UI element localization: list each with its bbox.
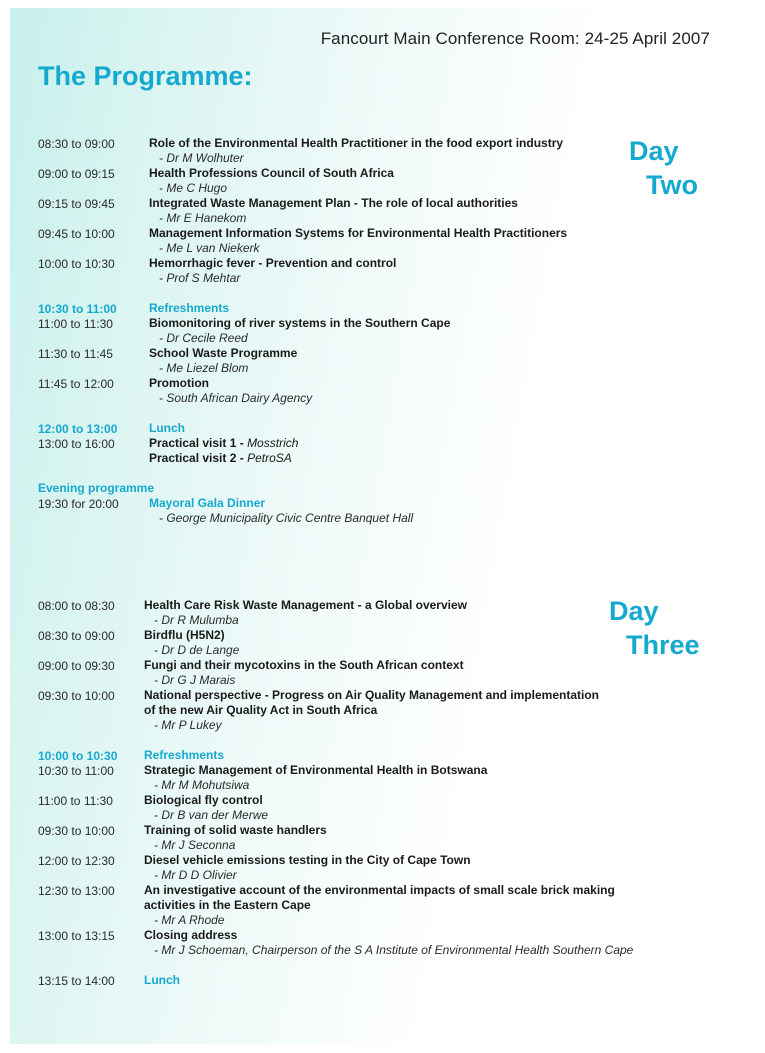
session-speaker: - Dr Cecile Reed: [159, 331, 248, 345]
session-time: 09:45 to 10:00: [38, 227, 115, 241]
session-time: 09:15 to 09:45: [38, 197, 115, 211]
session-speaker: - Dr G J Marais: [154, 673, 236, 687]
session-title-line2: activities in the Eastern Cape: [144, 898, 311, 912]
session-title: Biological fly control: [144, 793, 263, 807]
session-speaker: - Mr J Seconna: [154, 838, 236, 852]
day-two-label-line2: Two: [646, 170, 698, 200]
day-two-label: [629, 134, 698, 202]
session-time: 10:30 to 11:00: [38, 764, 114, 778]
day-three-schedule: [38, 598, 633, 988]
break-title: Refreshments: [149, 301, 230, 315]
session-speaker: - Me Liezel Blom: [159, 361, 249, 375]
session-title: Diesel vehicle emissions testing in the City of Cape Town: [144, 853, 471, 867]
session-row: [38, 376, 567, 406]
session-speaker: - Dr M Wolhuter: [159, 151, 244, 165]
session-row: [38, 346, 567, 376]
session-title: Mayoral Gala Dinner: [149, 496, 266, 510]
break-time: 10:30 to 11:00: [38, 302, 117, 316]
session-time: 11:30 to 11:45: [38, 347, 113, 361]
session-row: [38, 763, 633, 793]
session-title: Promotion: [149, 376, 209, 390]
day-two-schedule: [38, 136, 567, 526]
break-time: 13:15 to 14:00: [38, 974, 115, 988]
session-speaker: - Dr R Mulumba: [154, 613, 239, 627]
session-row: [38, 256, 567, 286]
session-row: [38, 823, 633, 853]
break-row: [38, 973, 633, 988]
session-title: School Waste Programme: [149, 346, 298, 360]
session-time: 09:00 to 09:15: [38, 167, 115, 181]
evening-programme-label: Evening programme: [38, 481, 155, 495]
session-title: Health Care Risk Waste Management - a Global overview: [144, 598, 467, 612]
session-time: 08:30 to 09:00: [38, 137, 115, 151]
session-title: An investigative account of the environmental impacts of small scale brick making: [144, 883, 615, 897]
programme-page: [10, 8, 752, 1044]
session-speaker: - Prof S Mehtar: [159, 271, 241, 285]
session-row: [38, 928, 633, 958]
break-title: Lunch: [144, 973, 180, 987]
session-speaker: - Mr P Lukey: [154, 718, 222, 732]
session-row: [38, 436, 567, 466]
session-time: 11:00 to 11:30: [38, 794, 113, 808]
session-title: Management Information Systems for Environmental Health Practitioners: [149, 226, 568, 240]
day-three-label-line2: Three: [626, 630, 700, 660]
session-speaker: - Dr B van der Merwe: [154, 808, 269, 822]
session-title: Integrated Waste Management Plan - The role of local authorities: [149, 196, 518, 210]
session-row: [38, 658, 633, 688]
session-time: 11:45 to 12:00: [38, 377, 114, 391]
session-row: [38, 883, 633, 928]
session-row: [38, 316, 567, 346]
session-time: 09:30 to 10:00: [38, 824, 115, 838]
programme-title: The Programme:: [38, 61, 253, 91]
session-speaker: - Dr D de Lange: [154, 643, 240, 657]
session-row: [38, 688, 633, 733]
break-row: [38, 301, 567, 316]
session-time: 09:00 to 09:30: [38, 659, 115, 673]
session-time: 13:00 to 13:15: [38, 929, 115, 943]
session-title: Strategic Management of Environmental Health in Botswana: [144, 763, 488, 777]
session-row: [38, 226, 567, 256]
break-time: 10:00 to 10:30: [38, 749, 118, 763]
session-row: [38, 598, 633, 628]
session-title: Hemorrhagic fever - Prevention and control: [149, 256, 397, 270]
session-title-line2: of the new Air Quality Act in South Africa: [144, 703, 378, 717]
session-time: 10:00 to 10:30: [38, 257, 115, 271]
session-row: [38, 196, 567, 226]
session-title: Role of the Environmental Health Practitioner in the food export industry: [149, 136, 564, 150]
session-speaker: - Mr D D Olivier: [154, 868, 237, 882]
session-time: 09:30 to 10:00: [38, 689, 115, 703]
session-row: [38, 136, 567, 166]
break-time: 12:00 to 13:00: [38, 422, 118, 436]
session-title: National perspective - Progress on Air Quality Management and implementation: [144, 688, 599, 702]
break-row: [38, 421, 567, 436]
session-row: [38, 793, 633, 823]
session-title: Fungi and their mycotoxins in the South African context: [144, 658, 464, 672]
session-speaker: - Mr J Schoeman, Chairperson of the S A Institute of Environmental Health Southern Cape: [154, 943, 634, 957]
session-title: Health Professions Council of South Africa: [149, 166, 394, 180]
session-speaker: - Mr E Hanekom: [159, 211, 247, 225]
day-three-label-line1: Day: [609, 596, 659, 626]
day-two-label-line1: Day: [629, 136, 679, 166]
session-time: 08:30 to 09:00: [38, 629, 115, 643]
session-title: Closing address: [144, 928, 238, 942]
venue-date-header: Fancourt Main Conference Room: 24-25 April 2007: [320, 29, 710, 48]
session-time: 13:00 to 16:00: [38, 437, 115, 451]
session-speaker: - Mr M Mohutsiwa: [154, 778, 250, 792]
session-time: 19:30 for 20:00: [38, 497, 119, 511]
session-speaker: - Me C Hugo: [159, 181, 228, 195]
session-speaker: - Me L van Niekerk: [159, 241, 260, 255]
session-title: Biomonitoring of river systems in the Southern Cape: [149, 316, 451, 330]
break-title: Lunch: [149, 421, 185, 435]
session-row: [38, 166, 567, 196]
break-row: [38, 748, 633, 763]
session-row: [38, 853, 633, 883]
practical-visit-2: Practical visit 2 - PetroSA: [149, 451, 292, 465]
session-title: Birdflu (H5N2): [144, 628, 225, 642]
session-speaker: - South African Dairy Agency: [159, 391, 313, 405]
session-row: [38, 628, 633, 658]
session-title: Training of solid waste handlers: [144, 823, 327, 837]
session-time: 12:30 to 13:00: [38, 884, 115, 898]
session-speaker: - George Municipality Civic Centre Banquet Hall: [159, 511, 414, 525]
session-time: 08:00 to 08:30: [38, 599, 115, 613]
session-time: 11:00 to 11:30: [38, 317, 113, 331]
session-speaker: - Mr A Rhode: [154, 913, 225, 927]
session-time: 12:00 to 12:30: [38, 854, 115, 868]
session-row: [38, 496, 567, 526]
break-title: Refreshments: [144, 748, 225, 762]
practical-visit-1: Practical visit 1 - Mosstrich: [149, 436, 299, 450]
